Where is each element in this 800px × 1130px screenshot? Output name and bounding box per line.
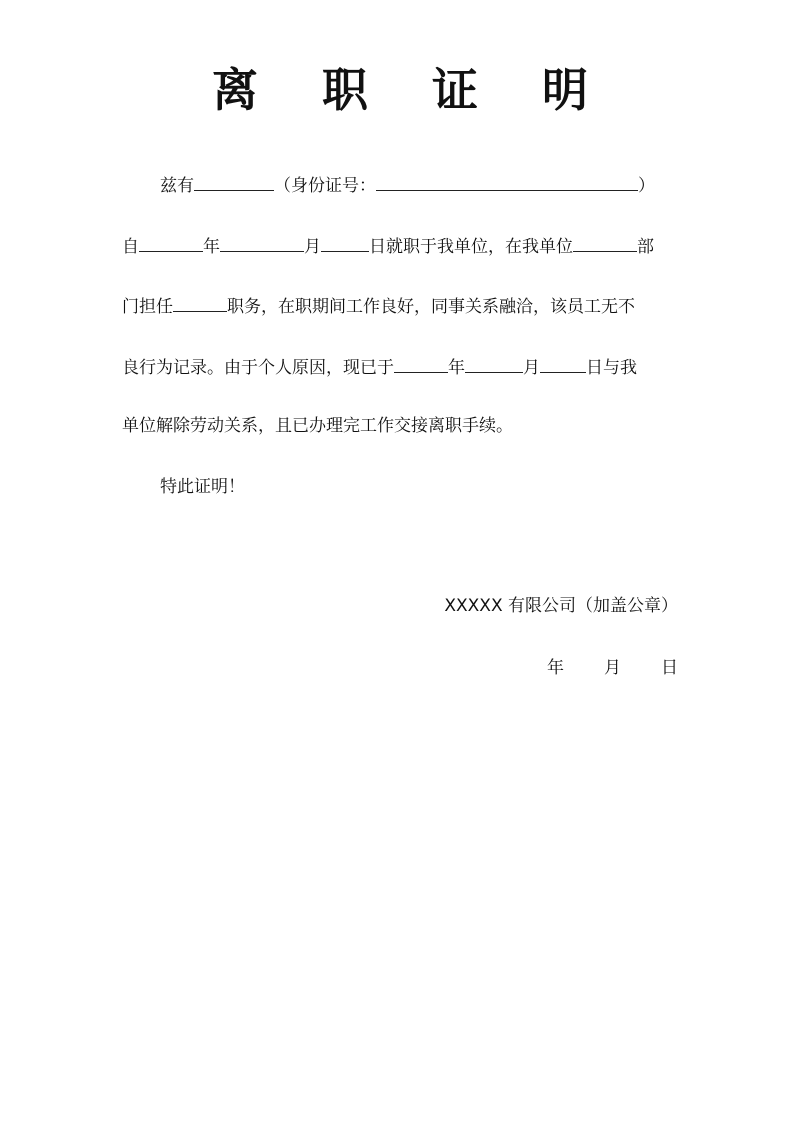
text-segment: （身份证号： bbox=[274, 176, 376, 196]
company-seal-line: XXXXX 有限公司（加盖公章） bbox=[444, 596, 678, 616]
body-line-5 bbox=[122, 414, 513, 438]
text-segment: 门担任 bbox=[122, 297, 173, 317]
start-day-blank[interactable] bbox=[321, 233, 369, 252]
leave-month-blank[interactable] bbox=[465, 354, 523, 373]
department-blank[interactable] bbox=[573, 233, 637, 252]
body-line-2 bbox=[122, 233, 654, 257]
position-blank[interactable] bbox=[173, 293, 227, 312]
signature-date bbox=[547, 656, 678, 680]
text-segment: 良行为记录。由于个人原因，现已于 bbox=[122, 358, 394, 378]
text-segment: 职务，在职期间工作良好，同事关系融洽，该员工无不 bbox=[227, 297, 635, 317]
start-year-blank[interactable] bbox=[139, 233, 203, 252]
body-line-3 bbox=[122, 293, 635, 317]
text-segment: 年 bbox=[203, 237, 220, 257]
text-segment: 兹有 bbox=[160, 176, 194, 196]
text-segment: 自 bbox=[122, 237, 139, 257]
leave-year-blank[interactable] bbox=[394, 354, 448, 373]
text-segment: 月 bbox=[304, 237, 321, 257]
body-line-4 bbox=[122, 354, 637, 378]
text-segment: 月 bbox=[523, 358, 540, 378]
text-segment: 部 bbox=[637, 237, 654, 257]
text-segment: 日与我 bbox=[586, 358, 637, 378]
text-segment: 年 bbox=[448, 358, 465, 378]
document-title: 离 职 证 明 bbox=[211, 63, 613, 117]
text-segment: 特此证明！ bbox=[160, 477, 245, 497]
name-blank[interactable] bbox=[194, 172, 274, 191]
closing-statement bbox=[160, 475, 245, 499]
leave-day-blank[interactable] bbox=[540, 354, 586, 373]
date-month: 月 bbox=[604, 658, 621, 678]
text-segment: ） bbox=[638, 176, 655, 196]
date-day: 日 bbox=[661, 658, 678, 678]
id-number-blank[interactable] bbox=[376, 172, 638, 191]
start-month-blank[interactable] bbox=[220, 233, 304, 252]
date-year: 年 bbox=[547, 658, 564, 678]
text-segment: 单位解除劳动关系，且已办理完工作交接离职手续。 bbox=[122, 416, 513, 436]
text-segment: 日就职于我单位，在我单位 bbox=[369, 237, 573, 257]
body-line-1 bbox=[160, 172, 655, 196]
